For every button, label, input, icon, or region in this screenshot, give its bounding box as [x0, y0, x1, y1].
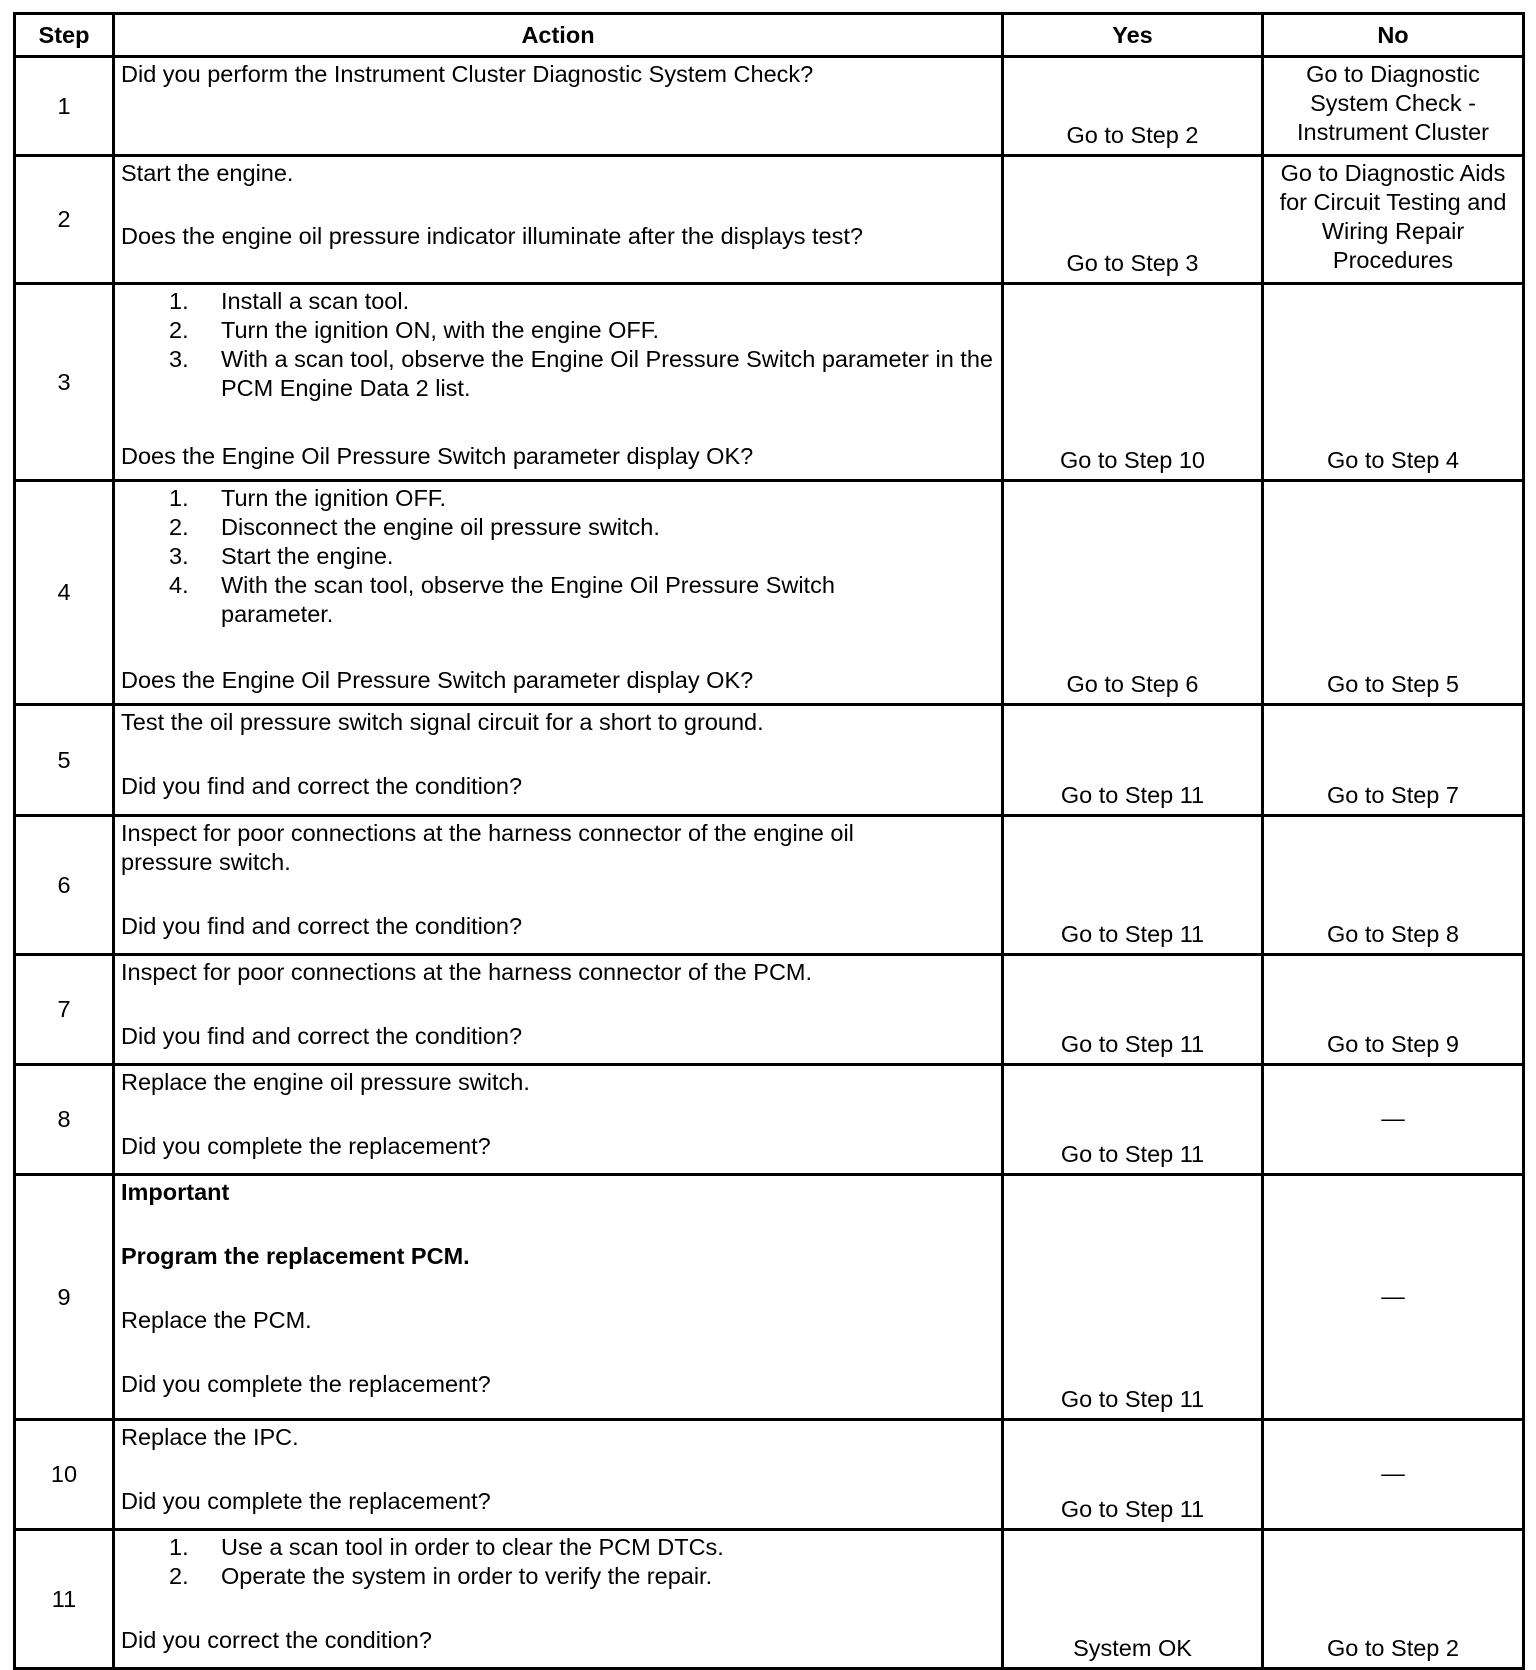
step-number: 2	[15, 156, 114, 284]
action-list	[121, 287, 995, 403]
action-list	[121, 1533, 995, 1591]
no-cell: Go to Step 4	[1263, 284, 1524, 481]
yes-cell: System OK	[1003, 1530, 1263, 1669]
action-text: Replace the IPC.	[121, 1424, 299, 1450]
action-cell	[114, 955, 1003, 1065]
table-row	[15, 57, 1524, 156]
action-question: Did you find and correct the condition?	[121, 913, 523, 939]
list-item: Start the engine.	[221, 543, 394, 569]
step-number: 8	[15, 1065, 114, 1175]
action-cell	[114, 284, 1003, 481]
action-cell	[114, 705, 1003, 816]
no-cell: —	[1263, 1175, 1524, 1420]
step-number: 6	[15, 816, 114, 955]
yes-cell: Go to Step 2	[1003, 57, 1263, 156]
no-cell: —	[1263, 1065, 1524, 1175]
table-row	[15, 1530, 1524, 1669]
action-cell	[114, 1065, 1003, 1175]
yes-cell: Go to Step 3	[1003, 156, 1263, 284]
action-question: Did you complete the replacement?	[121, 1488, 491, 1514]
header-row	[15, 14, 1524, 57]
table-row	[15, 284, 1524, 481]
yes-cell: Go to Step 11	[1003, 1065, 1263, 1175]
table-row	[15, 1065, 1524, 1175]
yes-cell: Go to Step 11	[1003, 816, 1263, 955]
table-row	[15, 705, 1524, 816]
table-row	[15, 816, 1524, 955]
header-no: No	[1263, 14, 1524, 57]
table-row	[15, 1175, 1524, 1420]
list-item: Turn the ignition OFF.	[221, 485, 447, 511]
table-row	[15, 955, 1524, 1065]
action-text: Replace the PCM.	[121, 1307, 312, 1333]
no-text: Procedures	[1332, 247, 1454, 273]
action-question: Does the Engine Oil Pressure Switch parameter display OK?	[121, 443, 754, 469]
no-cell: Go to Step 5	[1263, 481, 1524, 705]
yes-cell: Go to Step 11	[1003, 705, 1263, 816]
yes-cell: Go to Step 6	[1003, 481, 1263, 705]
no-cell: Go to Step 2	[1263, 1530, 1524, 1669]
action-question: Did you complete the replacement?	[121, 1371, 491, 1397]
action-text: Start the engine.	[121, 160, 294, 186]
action-question: Does the Engine Oil Pressure Switch parameter display OK?	[121, 667, 754, 693]
table-row	[15, 156, 1524, 284]
step-number: 3	[15, 284, 114, 481]
no-text: Go to Diagnostic Aids	[1280, 160, 1506, 186]
action-text: Did you perform the Instrument Cluster Diagnostic System Check?	[121, 61, 814, 87]
list-item: Turn the ignition ON, with the engine OFF.	[221, 317, 660, 343]
yes-cell: Go to Step 11	[1003, 1420, 1263, 1530]
step-number: 10	[15, 1420, 114, 1530]
action-question: Does the engine oil pressure indicator illuminate after the displays test?	[121, 223, 863, 249]
action-text: Inspect for poor connections at the harness connector of the PCM.	[121, 959, 813, 985]
action-question: Did you correct the condition?	[121, 1627, 432, 1653]
list-item: Install a scan tool.	[221, 288, 410, 314]
no-cell	[1263, 57, 1524, 156]
no-cell: Go to Step 8	[1263, 816, 1524, 955]
no-cell: Go to Step 7	[1263, 705, 1524, 816]
yes-cell: Go to Step 11	[1003, 1175, 1263, 1420]
table-row	[15, 1420, 1524, 1530]
action-cell	[114, 816, 1003, 955]
list-item: Disconnect the engine oil pressure switch.	[221, 514, 660, 540]
action-question: Did you complete the replacement?	[121, 1133, 491, 1159]
no-text: Instrument Cluster	[1297, 119, 1489, 145]
no-cell: —	[1263, 1420, 1524, 1530]
action-cell	[114, 481, 1003, 705]
action-cell	[114, 156, 1003, 284]
step-number: 11	[15, 1530, 114, 1669]
header-yes: Yes	[1003, 14, 1263, 57]
no-cell	[1263, 156, 1524, 284]
step-number: 4	[15, 481, 114, 705]
step-number: 7	[15, 955, 114, 1065]
no-text: Wiring Repair	[1321, 218, 1465, 244]
list-item: With a scan tool, observe the Engine Oil Pressure Switch parameter in the PCM Engine Data 2 list.	[221, 346, 993, 401]
action-question: Did you find and correct the condition?	[121, 1023, 523, 1049]
step-number: 1	[15, 57, 114, 156]
list-item: Use a scan tool in order to clear the PCM DTCs.	[221, 1534, 724, 1560]
no-text: System Check -	[1310, 90, 1476, 116]
header-action: Action	[114, 14, 1003, 57]
action-text: Test the oil pressure switch signal circuit for a short to ground.	[121, 709, 764, 735]
yes-cell: Go to Step 11	[1003, 955, 1263, 1065]
list-item: With the scan tool, observe the Engine Oil Pressure Switch parameter.	[221, 572, 835, 627]
action-text: Inspect for poor connections at the harness connector of the engine oil pressure switch.	[121, 820, 861, 875]
no-text: for Circuit Testing and	[1279, 189, 1507, 215]
step-number: 9	[15, 1175, 114, 1420]
action-cell	[114, 57, 1003, 156]
yes-cell: Go to Step 10	[1003, 284, 1263, 481]
table-row	[15, 481, 1524, 705]
list-item: Operate the system in order to verify the repair.	[221, 1563, 713, 1589]
step-number: 5	[15, 705, 114, 816]
action-text: Replace the engine oil pressure switch.	[121, 1069, 530, 1095]
action-cell	[114, 1420, 1003, 1530]
action-cell	[114, 1530, 1003, 1669]
diagnostic-table	[13, 12, 1525, 1670]
header-step: Step	[15, 14, 114, 57]
action-question: Did you find and correct the condition?	[121, 773, 523, 799]
important-heading: Important	[121, 1179, 230, 1205]
important-note: Program the replacement PCM.	[121, 1243, 470, 1269]
no-text: Go to Diagnostic	[1306, 61, 1480, 87]
action-cell	[114, 1175, 1003, 1420]
no-cell: Go to Step 9	[1263, 955, 1524, 1065]
action-list	[121, 484, 995, 629]
